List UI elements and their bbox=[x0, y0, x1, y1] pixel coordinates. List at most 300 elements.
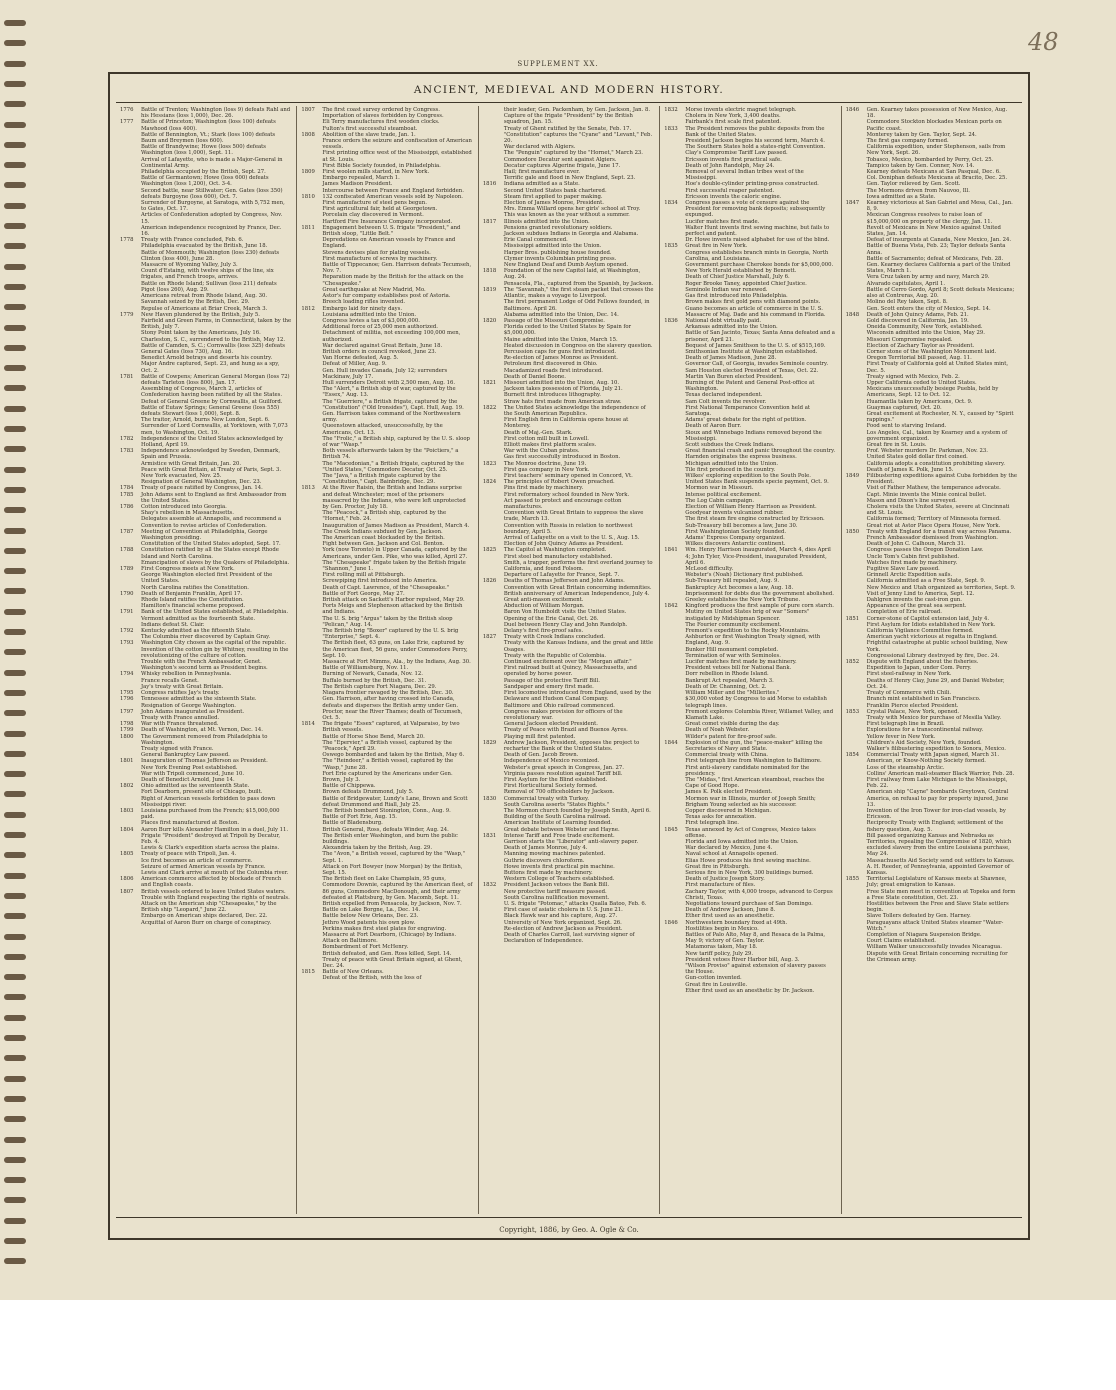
entry-text: Visit of Father Mathew, the temperance advocate. bbox=[866, 485, 1001, 492]
entry-text: Reciprocity Treaty with England; settlement of the fishery question, Aug. 5. bbox=[866, 820, 1004, 833]
entry-text: Detachment of militia, not exceeding 100,000 men, authorized. bbox=[322, 330, 461, 343]
entry-text: Oswego bombarded and taken by the British, May 6. bbox=[322, 752, 465, 759]
entry-text: Death of John C. Calhoun, March 31. bbox=[866, 541, 966, 548]
entry-text: Treaty with the Kansas Indians, and the great and little Osages. bbox=[503, 640, 653, 653]
history-entry bbox=[664, 827, 835, 839]
history-entry bbox=[846, 920, 1017, 932]
entry-text: Filibustering expeditions against Cuba forbidden by the President. bbox=[866, 472, 1017, 486]
entry-text: The British bombard Stonington, Conn., Aug. 9. bbox=[322, 807, 451, 814]
entry-text: Congress passes the Oregon Donation Law. bbox=[866, 547, 984, 554]
entry-text: Inauguration of Thomas Jefferson as President. bbox=[141, 758, 268, 765]
entry-year bbox=[664, 169, 684, 181]
history-entry bbox=[846, 833, 1017, 858]
entry-text: Right of American vessels forbidden to pass down Mississippi river. bbox=[141, 795, 276, 808]
entry-text: Count d'Estaing, with twelve ships of the line, six frigates, and French troops, arrives. bbox=[141, 268, 274, 281]
entry-text: The Government removed from Philadelphia to Washington. bbox=[141, 733, 268, 746]
bottom-divider bbox=[116, 1217, 1022, 1218]
entry-text: Watches first made by machinery. bbox=[866, 559, 958, 566]
entry-text: Great debate between Webster and Hayne. bbox=[503, 826, 620, 833]
entry-text: War declared by Mexico, June 4. bbox=[685, 845, 773, 852]
entry-text: The Monroe doctrine, June 19. bbox=[503, 460, 587, 467]
entry-text: Fairfield and Green Farms, in Connecticut, taken by the British, July 7. bbox=[141, 317, 292, 331]
entry-text: Revolt of Mexicans in New Mexico against United States, Jan. 14. bbox=[866, 224, 1001, 238]
entry-text: Battle on Rhode Island; Sullivan (loss 211) defeats Pigot (loss 260), Aug. 29. bbox=[141, 280, 277, 293]
history-entry bbox=[120, 405, 291, 417]
entry-text: President Jackson begins his second term, March 4. bbox=[685, 138, 825, 145]
history-entry bbox=[301, 485, 472, 510]
entry-text: Completion of Niagara Suspension Bridge. bbox=[866, 932, 982, 939]
entry-text: Gas first successfully introduced in Boston. bbox=[503, 454, 621, 461]
entry-text: Forts Meigs and Stephenson attacked by the British and Indians. bbox=[322, 603, 463, 616]
entry-year: 1851 bbox=[845, 615, 860, 622]
entry-year bbox=[483, 417, 503, 429]
entry-text: Fulton's first successful steamboat. bbox=[322, 125, 418, 132]
entry-text: Abduction of William Morgan. bbox=[503, 603, 585, 610]
entry-text: Death of Gen. Jacob Brown. bbox=[503, 752, 579, 759]
entry-text: Tampico taken by Gen. Conner, Nov. 14. bbox=[866, 162, 975, 169]
entry-year bbox=[120, 343, 140, 355]
entry-text: Clay's Compromise Tariff Law passed. bbox=[685, 150, 788, 157]
entry-text: Second United States bank chartered. bbox=[503, 187, 607, 194]
entry-year: 1801 bbox=[120, 758, 134, 765]
entry-text: University of New York organized, Sept. 26. bbox=[503, 919, 622, 926]
binding-ring bbox=[4, 487, 26, 493]
entry-text: Florida and Iowa admitted into the Union. bbox=[685, 838, 799, 845]
entry-text: Wilder's patent for fire-proof safe. bbox=[685, 733, 777, 740]
entry-text: First telegraph line in Brazil. bbox=[866, 721, 945, 728]
entry-text: Trouble with England respecting the rights of neutrals. bbox=[141, 894, 290, 901]
entry-text: Kentucky admitted as the fifteenth State. bbox=[141, 628, 252, 635]
history-entry bbox=[846, 777, 1017, 789]
entry-text: Cotton introduced into Georgia. bbox=[141, 504, 227, 510]
history-entry bbox=[664, 796, 835, 808]
entry-text: Sandpaper and emery first made. bbox=[503, 683, 594, 690]
entry-year bbox=[301, 833, 321, 845]
binding-ring bbox=[4, 548, 26, 554]
history-entry bbox=[301, 758, 472, 770]
entry-text: British anniversary of American Independence, July 4. bbox=[503, 590, 650, 597]
entry-year: 1822 bbox=[482, 404, 497, 411]
entry-text: Perkins makes first steel plates for engraving. bbox=[322, 925, 447, 932]
entry-year bbox=[120, 361, 140, 373]
entry-text: Congressional Library destroyed by fire, Dec. 24. bbox=[866, 652, 1000, 659]
entry-year: 1833 bbox=[664, 125, 678, 132]
entry-text: Convention with Great Britain concerning indemnities. bbox=[503, 584, 652, 591]
history-entry bbox=[664, 250, 835, 262]
entry-text: Sub-Treasury bill repealed, Aug. 9. bbox=[685, 578, 780, 585]
history-entry bbox=[120, 343, 291, 355]
history-entry bbox=[120, 250, 291, 262]
history-entry bbox=[301, 274, 472, 286]
binding-ring bbox=[4, 832, 26, 838]
entry-text: First printing office west of the Mississippi, established at St. Louis. bbox=[322, 150, 472, 163]
entry-text: Sam Colt invents the revolver. bbox=[685, 398, 767, 405]
entry-year: 1810 bbox=[301, 193, 315, 200]
entry-text: Election of John Quincy Adams as President. bbox=[503, 541, 624, 548]
entry-text: Lewis and Clark arrive at mouth of the Columbia river. bbox=[141, 869, 289, 876]
history-entry bbox=[301, 547, 472, 559]
entry-text: Los Angeles, Cal., taken by Kearney and a system of government organized. bbox=[866, 429, 1008, 442]
entry-text: Tennessee admitted as the sixteenth State. bbox=[141, 696, 257, 703]
entry-text: Ashburton or first Washington Treaty signed, with England, Aug. 9. bbox=[685, 634, 821, 647]
entry-year bbox=[301, 138, 321, 150]
history-entry bbox=[301, 368, 472, 380]
entry-text: Mason and Dixon's line surveyed. bbox=[866, 497, 957, 504]
entry-text: Hostilities between the Free and Slave State settlers begin. bbox=[866, 901, 1009, 914]
entry-text: Convention with Russia in relation to northwest boundary, April 5. bbox=[503, 522, 633, 535]
entry-text: The Mormon church founded by Joseph Smith, April 6. bbox=[503, 807, 651, 814]
entry-text: Massacre at Fort Dearborn, (Chicago) by Indians. bbox=[322, 932, 457, 939]
binding-ring bbox=[4, 182, 26, 188]
entry-text: British orders in council revoked, June 23. bbox=[322, 348, 437, 355]
entry-text: Heated discussion in Congress on the slavery question. bbox=[503, 342, 653, 349]
entry-text: Congress ratifies Jay's treaty. bbox=[141, 690, 220, 697]
entry-year: 1800 bbox=[120, 733, 134, 740]
entry-text: Dispute with England about the fisheries. bbox=[866, 659, 979, 666]
entry-text: Battle of Williamsburg, Nov. 11. bbox=[322, 665, 409, 672]
entry-text: Baltimore and Ohio railroad commenced. bbox=[503, 702, 615, 709]
entry-text: President vetoes bill for National Bank. bbox=[685, 665, 792, 672]
entry-text: Major Andre captured, Sept. 23, and hung as a spy, Oct. 2. bbox=[141, 361, 280, 374]
entry-year bbox=[120, 405, 140, 417]
history-entry bbox=[120, 175, 291, 187]
entry-year: 1783 bbox=[120, 448, 134, 455]
entry-text: American yacht victorious at regatta in England. bbox=[866, 634, 998, 641]
entry-text: Naval school at Annapolis opened. bbox=[685, 851, 778, 858]
binding-ring bbox=[4, 1137, 26, 1143]
entry-text: First Bible Society founded, in Philadelphia. bbox=[322, 162, 441, 169]
entry-text: Battle of Fort Erie, Aug. 15. bbox=[322, 814, 397, 821]
entry-year: 1844 bbox=[664, 739, 678, 746]
entry-text: Harper Bros. publishing house founded. bbox=[503, 249, 612, 256]
entry-year: 1779 bbox=[120, 311, 134, 318]
history-entry bbox=[483, 690, 654, 702]
history-entry bbox=[846, 107, 1017, 119]
entry-text: Importation of slaves forbidden by Congress. bbox=[322, 113, 444, 120]
history-entry bbox=[664, 777, 835, 789]
entry-text: Wm. Henry Harrison inaugurated, March 4, dies April 4; John Tyler, Vice-President, inaugurated President, April 6. bbox=[685, 547, 831, 566]
entry-text: Great anti-mason excitement. bbox=[503, 597, 584, 604]
entry-text: Battle of Sacramento; defeat of Mexicans, Feb. 28. bbox=[866, 255, 1004, 262]
entry-year: 1778 bbox=[120, 237, 134, 244]
entry-year bbox=[120, 132, 140, 144]
entry-text: Congress makes provision for officers of the revolutionary war. bbox=[503, 708, 623, 721]
entry-year bbox=[483, 510, 503, 522]
binding-ring bbox=[4, 731, 26, 737]
entry-text: Great excitement at Rochester, N. Y., caused by "Spirit rappings." bbox=[866, 410, 1014, 424]
entry-year bbox=[301, 461, 321, 473]
entry-year bbox=[483, 498, 503, 510]
entry-year bbox=[301, 274, 321, 286]
binding-ring bbox=[4, 913, 26, 919]
entry-text: The Creek Indians subdued by Gen. Jackson. bbox=[322, 528, 443, 535]
entry-text: Surrender of Lord Cornwallis, at Yorktown, with 7,073 men, to Washington, Oct. 19. bbox=[141, 423, 288, 436]
entry-text: Guano becomes an article of commerce in the U. S. bbox=[685, 305, 823, 312]
binding-ring bbox=[4, 629, 26, 635]
entry-year: 1817 bbox=[482, 218, 497, 225]
entry-year bbox=[846, 225, 866, 237]
entry-text: Death of Justice Joseph Story. bbox=[685, 876, 765, 883]
entry-year bbox=[664, 988, 684, 994]
entry-text: Charleston, S. C., surrendered to the British, May 12. bbox=[141, 336, 286, 343]
entry-text: Commercial treaty with China. bbox=[685, 752, 768, 759]
entry-text: Elias Howe produces his first sewing machine. bbox=[685, 857, 811, 864]
entry-text: William Walker unsuccessfully invades Nicaragua. bbox=[866, 944, 1002, 951]
entry-year bbox=[301, 640, 321, 659]
binding-ring bbox=[4, 304, 26, 310]
entry-text: France orders the seizure and confiscation of American vessels. bbox=[322, 138, 472, 151]
entry-text: The British capture Fort Niagara, Dec. 29. bbox=[322, 683, 437, 690]
entry-text: Invention of the Iron Tower for iron-clad vessels, by Ericsson. bbox=[866, 807, 1006, 821]
history-entry bbox=[301, 411, 472, 423]
history-entry bbox=[120, 281, 291, 293]
entry-year: 1805 bbox=[120, 851, 134, 858]
entry-text: A. H. Reeder, of Pennsylvania, appointed Governor of Kansas. bbox=[866, 863, 1010, 876]
entry-year bbox=[483, 709, 503, 721]
entry-text: Abolition of the slave trade, Jan. 1. bbox=[322, 131, 416, 138]
entry-text: Delegates assemble at Annapolis, and recommend a Convention to revise articles of Confederation. bbox=[141, 516, 282, 529]
entry-text: Treaty of Commerce with Chili. bbox=[866, 690, 952, 697]
entry-year bbox=[846, 212, 866, 224]
entry-text: Oregon Territorial bill passed, Aug. 11. bbox=[866, 355, 972, 362]
entry-year bbox=[664, 777, 684, 789]
entry-year bbox=[483, 665, 503, 677]
binding-ring bbox=[4, 203, 26, 209]
entry-year bbox=[120, 200, 140, 212]
entry-text: Jackson subdues Indians in Georgia and Alabama. bbox=[503, 231, 639, 238]
entry-year bbox=[301, 957, 321, 969]
entry-text: The "Alert," a British ship of war, captured by the "Essex," Aug. 13. bbox=[322, 386, 456, 399]
entry-text: Gold discovered in California, Jan. 19. bbox=[866, 317, 969, 324]
entry-text: Inauguration of James Madison as President, March 4. bbox=[322, 522, 470, 529]
entry-year bbox=[301, 771, 321, 783]
entry-text: Copper discovered in Michigan. bbox=[685, 807, 772, 814]
entry-text: Serious fire in New York, 300 buildings burned. bbox=[685, 869, 814, 876]
history-entry bbox=[664, 740, 835, 752]
history-entry bbox=[664, 169, 835, 181]
entry-text: Food sent to starving Ireland. bbox=[866, 423, 947, 430]
entry-text: First reformatory school founded in New York. bbox=[503, 491, 630, 498]
entry-text: John Adams inaugurated as President. bbox=[141, 708, 245, 715]
entry-text: Fairbank's first scale first patented. bbox=[685, 119, 782, 126]
entry-text: Termination of war with Seminoles. bbox=[685, 652, 781, 659]
entry-text: Battle of New Orleans. bbox=[322, 969, 384, 976]
entry-text: Commercial treaty with Turkey. bbox=[503, 795, 589, 802]
entry-text: Ericsson invents the caloric engine. bbox=[685, 193, 782, 200]
binding-ring bbox=[4, 710, 26, 716]
entry-year: 1797 bbox=[120, 708, 134, 715]
entry-text: Steam first applied to paper making. bbox=[503, 193, 603, 200]
entry-year: 1796 bbox=[120, 696, 134, 703]
entry-text: Louisiana purchased from the French; $15,000,000 paid. bbox=[141, 807, 280, 821]
entry-text: Zachary Taylor, with 4,000 troops, advanced to Corpus Christi, Texas. bbox=[685, 888, 833, 901]
entry-text: Ether first used as an anesthetic by Dr. Jackson. bbox=[685, 987, 815, 994]
history-entry bbox=[664, 634, 835, 646]
title-divider bbox=[116, 102, 1022, 103]
history-entry bbox=[301, 616, 472, 628]
entry-text: American ship "Cayne" bombards Greytown, Central America, on refusal to pay for property injured, June 13. bbox=[866, 789, 1009, 808]
entry-text: Lewis & Clark's expedition starts across the plains. bbox=[141, 845, 280, 852]
history-entry bbox=[120, 920, 291, 926]
entry-text: Burning of Newark, Canada, Nov. 12. bbox=[322, 671, 423, 678]
entry-year: 1776 bbox=[120, 107, 134, 113]
entry-year bbox=[846, 243, 866, 255]
entry-text: The Columbia river discovered by Captain Gray. bbox=[141, 634, 271, 641]
entry-year: 1808 bbox=[301, 131, 315, 138]
entry-text: Treaty with England for a transit way across Panama. bbox=[866, 528, 1012, 535]
binding-ring bbox=[4, 243, 26, 249]
entry-year bbox=[301, 473, 321, 485]
entry-text: Territorial Legislature of Kansas meets at Shawnee, July; great emigration to Kansas. bbox=[866, 876, 1007, 889]
entry-year bbox=[301, 237, 321, 249]
binding-ring bbox=[4, 1258, 26, 1264]
entry-text: The "Chesapeake" frigate taken by the British frigate "Shannon," June 1. bbox=[322, 559, 466, 573]
entry-text: Adams' great debate for the right of petition. bbox=[685, 417, 807, 424]
entry-text: The Mormons driven from Nauvoo, Ill. bbox=[866, 187, 970, 194]
entry-year: 1850 bbox=[845, 528, 860, 535]
entry-text: United States gold dollar first coined. bbox=[866, 454, 968, 461]
history-entry bbox=[120, 318, 291, 330]
entry-text: Benedict Arnold betrays and deserts his country. bbox=[141, 355, 273, 362]
history-entry bbox=[664, 932, 835, 944]
entry-text: Corner-stone of Capitol extension laid, July 4. bbox=[866, 615, 990, 622]
entry-text: Buffalo burned by the British, Dec. 31. bbox=[322, 677, 427, 684]
entry-text: Capture of the frigate "President" by the British squadron, Jan. 15. bbox=[503, 113, 633, 126]
entry-text: Franklin Pierce elected President. bbox=[866, 702, 959, 709]
history-entry bbox=[120, 492, 291, 504]
entry-text: The Capitol at Washington completed. bbox=[503, 547, 607, 554]
entry-year bbox=[664, 889, 684, 901]
entry-text: British attack on Sackett's Harbor repulsed, May 29. bbox=[322, 597, 465, 604]
history-entry bbox=[846, 789, 1017, 808]
entry-text: Smithsonian Institute at Washington established. bbox=[685, 348, 818, 355]
entry-text: The frigate "Essex" captured, at Valparaiso, by two British vessels. bbox=[322, 721, 460, 734]
entry-text: First railroad built at Quincy, Massachusetts, and operated by horse power. bbox=[503, 665, 637, 678]
history-entry bbox=[120, 423, 291, 435]
entry-text: Battle of Cerro Gordo, April 8; Scott defeats Mexicans; also at Contreras, Aug. 20. bbox=[866, 286, 1015, 300]
entry-text: Mexicans unsuccessfully besiege Puebla, held by Americans, Sept. 12 to Oct. 12. bbox=[866, 386, 999, 399]
history-entry bbox=[301, 330, 472, 342]
history-entry bbox=[846, 200, 1017, 212]
entry-text: Goodyear invents vulcanized rubber. bbox=[685, 510, 784, 517]
entry-year bbox=[301, 411, 321, 423]
entry-text: The "Guerriere," a British frigate, captured by the "Constitution" ("Old Ironsides"), Capt. Hull, Aug. 19. bbox=[322, 398, 464, 411]
entry-text: Death of Benedict Arnold, June 14. bbox=[141, 776, 235, 783]
entry-year bbox=[664, 430, 684, 442]
copyright-notice: Copyright, 1886, by Geo. A. Ogle & Co. bbox=[499, 1226, 639, 1234]
entry-text: First English firm in California opens house at Monterey. bbox=[503, 417, 629, 430]
entry-text: First Washingtonian Society founded. bbox=[685, 528, 787, 535]
entry-year bbox=[120, 250, 140, 262]
entry-text: Congress passes a vote of censure against the President for removing bank deposits; subsequently expunged. bbox=[685, 200, 826, 219]
history-entry bbox=[301, 423, 472, 435]
entry-text: Elliott makes first platform scales. bbox=[503, 441, 597, 448]
entry-text: Stevens devises plan for plating vessels. bbox=[322, 249, 431, 256]
entry-text: War with the Cuban pirates. bbox=[503, 448, 580, 455]
binding-ring bbox=[4, 1197, 26, 1203]
entry-text: The "Macedonian," a British frigate, captured by the "United States," Commodore Decatur, Oct. 25. bbox=[322, 460, 464, 473]
entry-text: Florida ceded to the United States by Spain for $5,000,000. bbox=[503, 324, 632, 337]
entry-text: Pins first made by machinery. bbox=[503, 485, 584, 492]
entry-text: First successful reaper patented. bbox=[685, 187, 775, 194]
history-entry bbox=[301, 771, 472, 783]
binding-ring bbox=[4, 325, 26, 331]
history-entry bbox=[301, 628, 472, 640]
history-entry bbox=[483, 324, 654, 336]
entry-text: Americans retreat from Rhode Island, Aug. 30. bbox=[141, 293, 268, 300]
entry-year bbox=[120, 281, 140, 293]
entry-text: Webster's great speech in Congress, Jan. 27. bbox=[503, 764, 624, 771]
entry-year: 1836 bbox=[664, 317, 678, 324]
entry-text: Huamantla taken by Americans, Oct. 9. bbox=[866, 398, 973, 405]
entry-year: 1829 bbox=[482, 739, 497, 746]
entry-text: Constitution of the United States adopted, Sept. 17. bbox=[141, 541, 281, 548]
history-entry bbox=[846, 678, 1017, 690]
history-entry bbox=[664, 609, 835, 621]
entry-year: 1789 bbox=[120, 566, 134, 573]
entry-year: 1804 bbox=[120, 826, 134, 833]
entry-text: Van Horne defeated, Aug. 5. bbox=[322, 355, 399, 362]
entry-text: Bank of the United States established, at Philadelphia. bbox=[141, 609, 289, 616]
entry-text: Queenstown attacked, unsuccessfully, by the Americans, Oct. 13. bbox=[322, 423, 443, 436]
entry-year bbox=[664, 250, 684, 262]
entry-text: Guthrie discovers chloroform. bbox=[503, 857, 585, 864]
binding-ring bbox=[4, 771, 26, 777]
entry-text: Death of Daniel Boone. bbox=[503, 373, 566, 380]
entry-text: Court Claims established. bbox=[866, 938, 936, 945]
history-entry bbox=[301, 225, 472, 237]
entry-text: British defeated, and Gen. Ross killed, Sept. 14. bbox=[322, 950, 452, 957]
history-entry bbox=[483, 132, 654, 144]
entry-text: Wilkes' exploring expedition to the South Pole. bbox=[685, 472, 811, 479]
entry-text: Dorr rebellion in Rhode Island. bbox=[685, 671, 769, 678]
entry-text: The British brig "Boxer" captured by the U. S. brig "Enterprise," Sept. 4. bbox=[322, 628, 459, 641]
entry-text: The British fleet on Lake Champlain, 95 guns, Commodore Downie, captured by the American fleet, of 86 guns, Commodore MacDonough, and their army defeated at Plattsburg, by Gen. Macomb, Sept. 11. bbox=[322, 876, 473, 901]
entry-year: 1852 bbox=[845, 659, 860, 666]
entry-text: Death of John Randolph, May 24. bbox=[685, 162, 775, 169]
entry-text: First gas company in New York. bbox=[503, 466, 590, 473]
history-entry bbox=[483, 932, 654, 944]
entry-text: Independence of Mexico reconized. bbox=[503, 758, 600, 765]
binding-ring bbox=[4, 1177, 26, 1183]
entry-year: 1794 bbox=[120, 671, 134, 678]
entry-text: Battle of Cowpens; American General Morgan (loss 72) defeats Tarleton (loss 800), Jan. 17. bbox=[141, 373, 290, 386]
entry-year bbox=[120, 572, 140, 584]
history-table-frame bbox=[108, 72, 1030, 1240]
history-entry bbox=[120, 188, 291, 200]
entry-text: Yellow fever in New York. bbox=[866, 733, 936, 740]
entry-text: Guaymas captured, Oct. 20. bbox=[866, 404, 942, 411]
entry-text: Gun-cotton invented. bbox=[685, 975, 742, 982]
entry-text: Passage of the Missouri Compromise. bbox=[503, 317, 605, 324]
binding-ring bbox=[4, 974, 26, 980]
entry-year bbox=[846, 951, 866, 963]
entry-year bbox=[483, 113, 503, 125]
entry-text: Battle below New Orleans, Dec. 23. bbox=[322, 913, 419, 920]
entry-text: War declared against Great Britain, June 18. bbox=[322, 342, 443, 349]
entry-text: Bankruptcy Act becomes a law, Aug. 18. bbox=[685, 584, 794, 591]
entry-text: First telegraph line. bbox=[685, 820, 739, 827]
binding-ring bbox=[4, 893, 26, 899]
entry-text: Resignation of General Washington, Dec. 23. bbox=[141, 479, 262, 486]
entry-text: Negotiations toward purchase of San Domingo. bbox=[685, 901, 813, 907]
entry-year bbox=[664, 709, 684, 721]
entry-text: Col. Doniphan defeats Mexicans at Bracito, Dec. 25. bbox=[866, 175, 1008, 182]
entry-text: Alexandria taken by the British, Aug. 29. bbox=[322, 845, 433, 852]
entry-text: Assembling of Congress, March 2, articles of Confederation having been ratified by all the States. bbox=[141, 386, 283, 399]
entry-text: Baron Von Humboldt visits the United States. bbox=[503, 609, 627, 616]
entry-text: Trouble with the French Ambassador, Genet. bbox=[141, 659, 262, 666]
